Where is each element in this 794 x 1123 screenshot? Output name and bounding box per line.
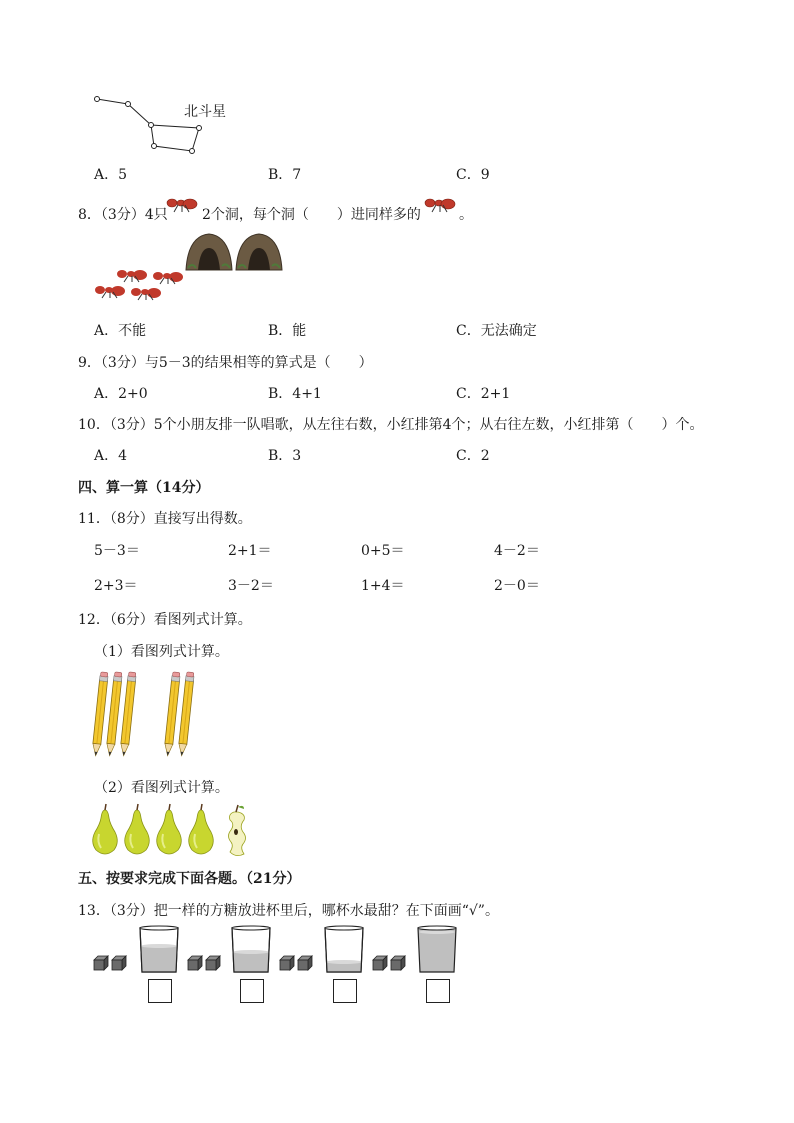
star-marker [190, 149, 195, 154]
constellation-label: 北斗星 [184, 104, 226, 120]
section-5-title: 五、按要求完成下面各题。（21分） [78, 871, 301, 887]
pencils-figure [88, 670, 208, 762]
sugar-cube-icon [391, 956, 405, 970]
sugar-cube-icon [280, 956, 294, 970]
pears-figure [90, 802, 260, 858]
q10-option-b: B．3 [268, 448, 302, 464]
sugar-cube-icon [206, 956, 220, 970]
q7-option-a: A．5 [94, 167, 128, 183]
q8-prefix: 8．（3分）4只 [78, 207, 168, 223]
q11-expression: 5－3＝ [94, 543, 140, 559]
section-4-title: 四、算一算（14分） [78, 480, 210, 496]
star-marker [149, 123, 154, 128]
q8-suffix: 。 [459, 207, 473, 223]
q9-text: 9．（3分）与5－3的结果相等的算式是（ ） [78, 355, 373, 371]
q10-option-a: A．4 [94, 448, 128, 464]
q11-expression: 4－2＝ [494, 543, 540, 559]
sugar-cube-icon [188, 956, 202, 970]
ant-icon [424, 195, 458, 213]
q8-middle: 2个洞，每个洞（ ）进同样多的 [202, 207, 421, 223]
sugar-cube-icon [94, 956, 108, 970]
star-marker [95, 97, 100, 102]
q7-option-b: B．7 [268, 167, 302, 183]
star-marker [152, 144, 157, 149]
q8-option-a: A．不能 [94, 323, 147, 339]
q13-text: 13．（3分）把一样的方糖放进杯里后，哪杯水最甜？在下面画“√”。 [78, 903, 499, 919]
q9-option-a: A．2+0 [94, 386, 148, 402]
sugar-cube-icon [373, 956, 387, 970]
q11-expression: 2+1＝ [228, 543, 272, 559]
q9-option-b: B．4+1 [268, 386, 322, 402]
q11-expression: 3－2＝ [228, 578, 274, 594]
q8-option-c: C．无法确定 [456, 323, 537, 339]
q12-part1: （1）看图列式计算。 [94, 644, 229, 660]
q12-text: 12．（6分）看图列式计算。 [78, 612, 252, 628]
star-marker [126, 102, 131, 107]
q11-expression: 2－0＝ [494, 578, 540, 594]
answer-box[interactable] [426, 979, 450, 1003]
q12-part2: （2）看图列式计算。 [94, 780, 229, 796]
answer-box[interactable] [333, 979, 357, 1003]
cups-figure [92, 926, 472, 976]
answer-box[interactable] [240, 979, 264, 1003]
answer-box[interactable] [148, 979, 172, 1003]
q10-option-c: C．2 [456, 448, 490, 464]
q7-option-c: C．9 [456, 167, 490, 183]
star-marker [197, 126, 202, 131]
q10-text: 10．（3分）5个小朋友排一队唱歌，从左往右数，小红排第4个；从右往左数，小红排第（ ）个。 [78, 417, 704, 433]
cave-icon [234, 232, 284, 272]
ants-group-figure [92, 266, 192, 306]
q8-option-b: B．能 [268, 323, 307, 339]
q11-expression: 0+5＝ [361, 543, 405, 559]
q11-expression: 2+3＝ [94, 578, 138, 594]
sugar-cube-icon [112, 956, 126, 970]
sugar-cube-icon [298, 956, 312, 970]
q11-expression: 1+4＝ [361, 578, 405, 594]
ant-icon [166, 195, 200, 213]
q11-text: 11．（8分）直接写出得数。 [78, 511, 252, 527]
q9-option-c: C．2+1 [456, 386, 511, 402]
